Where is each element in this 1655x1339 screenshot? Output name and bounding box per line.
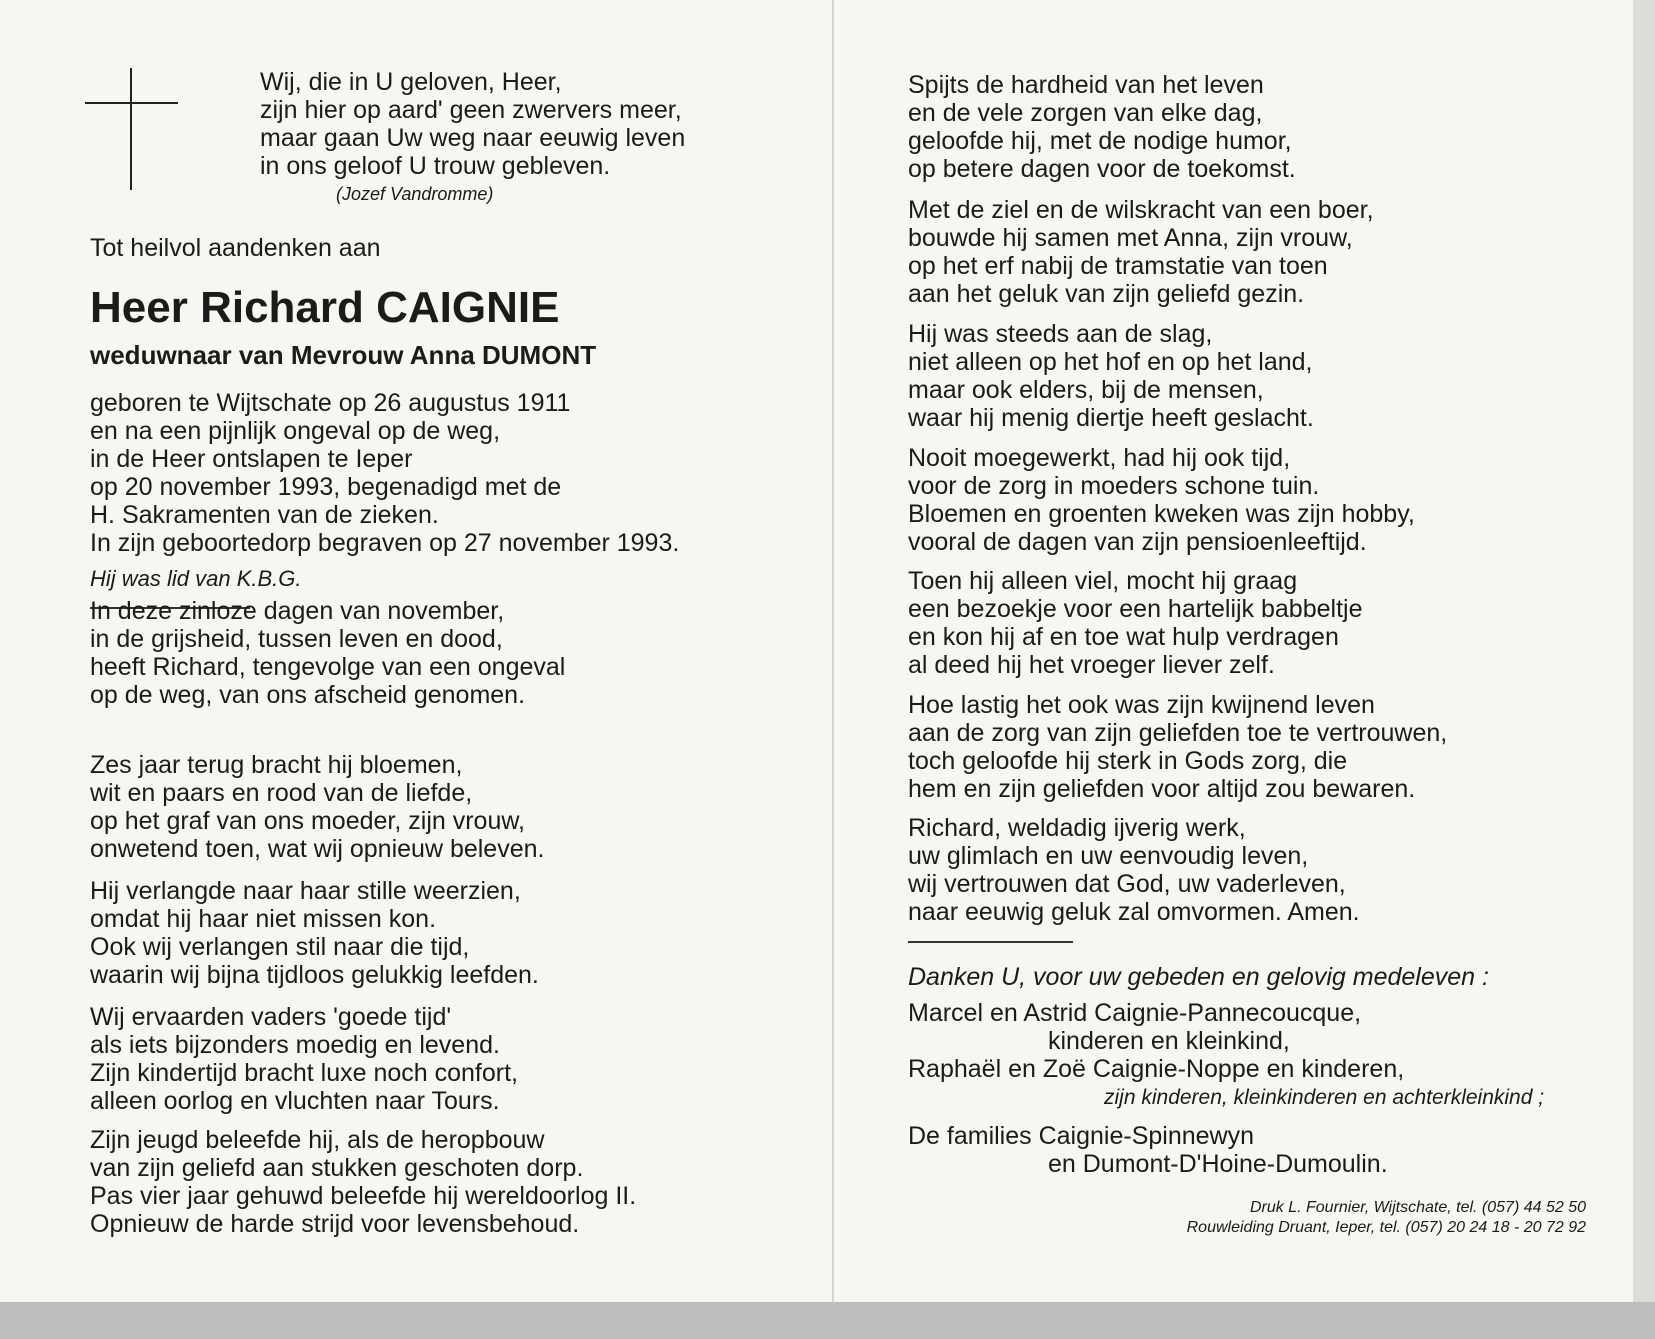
widower-line: weduwnaar van Mevrouw Anna DUMONT [90,340,597,370]
stanza-line: maar ook elders, bij de mensen, [908,376,1264,404]
card-edge [1633,0,1655,1302]
family-line: Marcel en Astrid Caignie-Pannecoucque, [908,999,1362,1027]
stanza-line: Zes jaar terug bracht hij bloemen, [90,751,463,779]
family-line: kinderen en kleinkind, [1048,1027,1290,1055]
stanza-line: niet alleen op het hof en op het land, [908,348,1313,376]
stanza-line: toch geloofde hij sterk in Gods zorg, die [908,747,1348,775]
stanza [90,1003,518,1115]
stanza [90,877,539,989]
stanza-line: In deze zinloze dagen van november, [90,597,505,625]
stanza [908,444,1415,556]
stanza [908,196,1374,308]
bio-line: op 20 november 1993, begenadigd met de [90,473,562,501]
stanza-line: aan de zorg van zijn geliefden toe te vertrouwen, [908,719,1448,747]
stanza-line: Bloemen en groenten kweken was zijn hobby, [908,500,1415,528]
stanza-line: Opnieuw de harde strijd voor levensbehoud. [90,1210,580,1238]
stanza-line: in de grijsheid, tussen leven en dood, [90,625,503,653]
stanza [908,691,1447,803]
stanza [908,71,1296,183]
stanza-line: wij vertrouwen dat God, uw vaderleven, [908,870,1346,898]
bio-line: In zijn geboortedorp begraven op 27 november 1993. [90,529,680,557]
stanza-line: Nooit moegewerkt, had hij ook tijd, [908,444,1291,472]
stanza-line: alleen oorlog en vluchten naar Tours. [90,1087,500,1115]
family-note: zijn kinderen, kleinkinderen en achterkleinkind ; [1104,1086,1545,1109]
stanza-line: op betere dagen voor de toekomst. [908,155,1296,183]
biography [90,389,679,557]
intro-line: Tot heilvol aandenken aan [90,234,381,262]
scan-background [0,1302,1655,1339]
stanza-line: Hij verlangde naar haar stille weerzien, [90,877,521,905]
bio-line: en na een pijnlijk ongeval op de weg, [90,417,501,445]
stanza-line: op het graf van ons moeder, zijn vrouw, [90,807,525,835]
stanza-line: op de weg, van ons afscheid genomen. [90,681,526,709]
bio-line: in de Heer ontslapen te Ieper [90,445,413,473]
stanza-line: Zijn kindertijd bracht luxe noch confort, [90,1059,518,1087]
thanks-heading-text: Danken U, voor uw gebeden en gelovig medeleven : [908,963,1489,991]
stanza-line: een bezoekje voor een hartelijk babbeltje [908,595,1363,623]
stanza-line: op het erf nabij de tramstatie van toen [908,252,1328,280]
deceased-name: Heer Richard CAIGNIE [90,283,560,332]
poem-line: maar gaan Uw weg naar eeuwig leven [260,124,686,152]
poem-line: zijn hier op aard' geen zwervers meer, [260,96,682,124]
stanza-line: en de vele zorgen van elke dag, [908,99,1263,127]
cross-icon-bar [85,102,178,104]
poem-line: in ons geloof U trouw gebleven. [260,152,611,180]
stanza-line: Met de ziel en de wilskracht van een boer, [908,196,1374,224]
funeral-credit: Rouwleiding Druant, Ieper, tel. (057) 20 24 18 - 20 72 92 [1186,1219,1586,1236]
stanza-line: al deed hij het vroeger liever zelf. [908,651,1275,679]
stanza-line: Hij was steeds aan de slag, [908,320,1213,348]
family-list [908,999,1404,1083]
stanza-line: waar hij menig diertje heeft geslacht. [908,404,1314,432]
family-line: De families Caignie-Spinnewyn [908,1122,1254,1150]
stanza-line: Pas vier jaar gehuwd beleefde hij wereldoorlog II. [90,1182,637,1210]
credits [908,1198,1586,1238]
family-line: Raphaël en Zoë Caignie-Noppe en kinderen, [908,1055,1405,1083]
stanza-line: bouwde hij samen met Anna, zijn vrouw, [908,224,1353,252]
stanza-line: onwetend toen, wat wij opnieuw beleven. [90,835,545,863]
stanza-line: omdat hij haar niet missen kon. [90,905,437,933]
stanza-line: naar eeuwig geluk zal omvormen. Amen. [908,898,1360,926]
card-fold [832,0,834,1302]
stanza-line: Spijts de hardheid van het leven [908,71,1264,99]
stanza [908,567,1362,679]
stanza-line: geloofde hij, met de nodige humor, [908,127,1292,155]
stanza-line: Richard, weldadig ijverig werk, [908,814,1246,842]
opening-poem [260,68,685,180]
stanza [90,597,565,709]
bio-line: H. Sakramenten van de zieken. [90,501,439,529]
intro-text [90,234,381,262]
stanza [908,814,1360,926]
stanza [908,320,1314,432]
stanza [90,751,544,863]
stanza-line: hem en zijn geliefden voor altijd zou bewaren. [908,775,1416,803]
membership-note: Hij was lid van K.B.G. [90,566,302,591]
stanza-line: vooral de dagen van zijn pensioenleeftijd. [908,528,1367,556]
stanza-line: als iets bijzonders moedig en levend. [90,1031,500,1059]
divider [908,941,1073,943]
stanza [90,1126,636,1238]
stanza-line: uw glimlach en uw eenvoudig leven, [908,842,1309,870]
stanza-line: van zijn geliefd aan stukken geschoten dorp. [90,1154,584,1182]
cross-icon [130,68,132,190]
printer-credit: Druk L. Fournier, Wijtschate, tel. (057) 44 52 50 [1249,1199,1586,1216]
stanza-line: wit en paars en rood van de liefde, [90,779,473,807]
stanza-line: aan het geluk van zijn geliefd gezin. [908,280,1305,308]
stanza-line: voor de zorg in moeders schone tuin. [908,472,1320,500]
stanza-line: Hoe lastig het ook was zijn kwijnend leven [908,691,1375,719]
poem-line: Wij, die in U geloven, Heer, [260,68,562,96]
stanza-line: Toen hij alleen viel, mocht hij graag [908,567,1298,595]
bio-line: geboren te Wijtschate op 26 augustus 1911 [90,389,571,417]
poem-author [336,183,493,205]
stanza-line: en kon hij af en toe wat hulp verdragen [908,623,1339,651]
stanza-line: Ook wij verlangen stil naar die tijd, [90,933,470,961]
stanza-line: waarin wij bijna tijdloos gelukkig leefden. [90,961,539,989]
stanza-line: Zijn jeugd beleefde hij, als de heropbouw [90,1126,545,1154]
stanza-line: Wij ervaarden vaders 'goede tijd' [90,1003,452,1031]
poem-author-text: (Jozef Vandromme) [336,184,494,204]
family-line: en Dumont-D'Hoine-Dumoulin. [1048,1150,1388,1178]
thanks-heading [908,963,1489,991]
family-list-2 [908,1122,1388,1178]
stanza-line: heeft Richard, tengevolge van een ongeval [90,653,566,681]
